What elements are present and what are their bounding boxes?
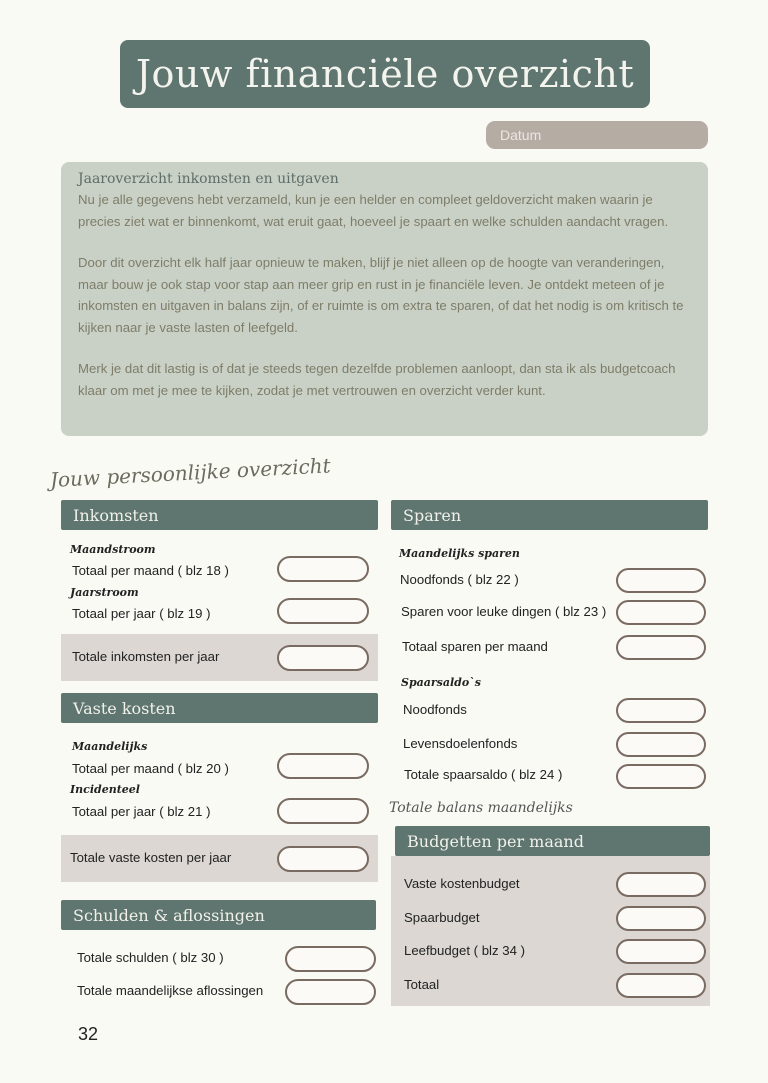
vaste-kosten-header: Vaste kosten (61, 693, 378, 723)
page-number: 32 (78, 1024, 99, 1044)
sparen-sub-saldos: Spaarsaldo`s (401, 676, 481, 689)
sparen-totaal-label: Totaal sparen per maand (402, 639, 548, 654)
totale-spaarsaldo-label: Totale spaarsaldo ( blz 24 ) (404, 767, 563, 782)
inkomsten-maand-label: Totaal per maand ( blz 18 ) (72, 563, 229, 578)
leefbudget-input[interactable] (616, 939, 706, 964)
spaarbudget-input[interactable] (616, 906, 706, 931)
schulden-aflossingen-input[interactable] (285, 979, 376, 1005)
sparen-header: Sparen (391, 500, 708, 530)
budgetten-header: Budgetten per maand (395, 826, 710, 856)
schulden-aflossingen-label: Totale maandelijkse aflossingen (77, 983, 264, 998)
inkomsten-sub-jaarstroom: Jaarstroom (70, 586, 139, 599)
inkomsten-header: Inkomsten (61, 500, 378, 530)
inkomsten-total-label: Totale inkomsten per jaar (72, 649, 220, 664)
vaste-kosten-total-input[interactable] (277, 846, 369, 872)
balans-script-heading: Totale balans maandelijks (389, 800, 573, 816)
vaste-kosten-jaar-input[interactable] (277, 798, 369, 824)
schulden-totaal-input[interactable] (285, 946, 376, 972)
inkomsten-total-input[interactable] (277, 645, 369, 671)
levensdoelenfonds-label: Levensdoelenfonds (403, 736, 518, 751)
overview-script-heading: Jouw persoonlijke overzicht (49, 453, 332, 492)
totale-spaarsaldo-input[interactable] (616, 764, 706, 789)
sparen-leuke-dingen-input[interactable] (616, 600, 706, 625)
vaste-kosten-sub-incidenteel: Incidenteel (70, 783, 140, 796)
sparen-noodfonds-input[interactable] (616, 568, 706, 593)
inkomsten-jaar-label: Totaal per jaar ( blz 19 ) (72, 606, 211, 621)
intro-paragraph-1: Nu je alle gegevens hebt verzameld, kun je een helder en compleet geldoverzicht maken waarin je precies ziet wat er binnenkomt, wat eruit gaat, hoeveel je spaart en welke schulden aandacht vragen. (78, 192, 669, 229)
spaarbudget-label: Spaarbudget (404, 910, 480, 925)
vaste-kosten-maand-label: Totaal per maand ( blz 20 ) (72, 761, 229, 776)
schulden-totaal-label: Totale schulden ( blz 30 ) (77, 950, 224, 965)
date-field[interactable]: Datum (486, 121, 708, 149)
vaste-kosten-maand-input[interactable] (277, 753, 369, 779)
inkomsten-sub-maandstroom: Maandstroom (70, 543, 156, 556)
page-title: Jouw financiële overzicht (120, 40, 650, 108)
budget-totaal-label: Totaal (404, 977, 440, 992)
intro-paragraph-2: Door dit overzicht elk half jaar opnieuw te maken, blijf je niet alleen op de hoogte van veranderingen, maar bouw je ook stap voor stap aan meer grip en rust in je financiële leven. Je ontdekt meteen of je inkomsten en uitgaven in balans zijn, of er ruimte is om extra te sparen, of dat het nodig is om kritisch te kijken naar je vaste lasten of leefgeld. (78, 255, 684, 335)
budget-totaal-input[interactable] (616, 973, 706, 998)
vaste-kosten-total-label: Totale vaste kosten per jaar (70, 850, 232, 865)
intro-box (61, 162, 708, 436)
inkomsten-jaar-input[interactable] (277, 598, 369, 624)
intro-heading: Jaaroverzicht inkomsten en uitgaven (78, 171, 339, 187)
vaste-kostenbudget-label: Vaste kostenbudget (404, 876, 520, 891)
sparen-leuke-dingen-label: Sparen voor leuke dingen ( blz 23 ) (401, 604, 607, 619)
sparen-noodfonds-label: Noodfonds ( blz 22 ) (400, 572, 519, 587)
sparen-sub-maandelijks: Maandelijks sparen (399, 547, 520, 560)
sparen-totaal-input[interactable] (616, 635, 706, 660)
vaste-kostenbudget-input[interactable] (616, 872, 706, 897)
vaste-kosten-jaar-label: Totaal per jaar ( blz 21 ) (72, 804, 211, 819)
levensdoelenfonds-input[interactable] (616, 732, 706, 757)
vaste-kosten-sub-maandelijks: Maandelijks (72, 740, 148, 753)
inkomsten-maand-input[interactable] (277, 556, 369, 582)
spaarsaldo-noodfonds-label: Noodfonds (403, 702, 467, 717)
spaarsaldo-noodfonds-input[interactable] (616, 698, 706, 723)
leefbudget-label: Leefbudget ( blz 34 ) (404, 943, 525, 958)
intro-paragraph-3: Merk je dat dit lastig is of dat je steeds tegen dezelfde problemen aanloopt, dan sta ik als budgetcoach klaar om met je mee te kijken, zodat je met vertrouwen en overzicht verder kunt. (78, 361, 676, 398)
schulden-header: Schulden & aflossingen (61, 900, 376, 930)
